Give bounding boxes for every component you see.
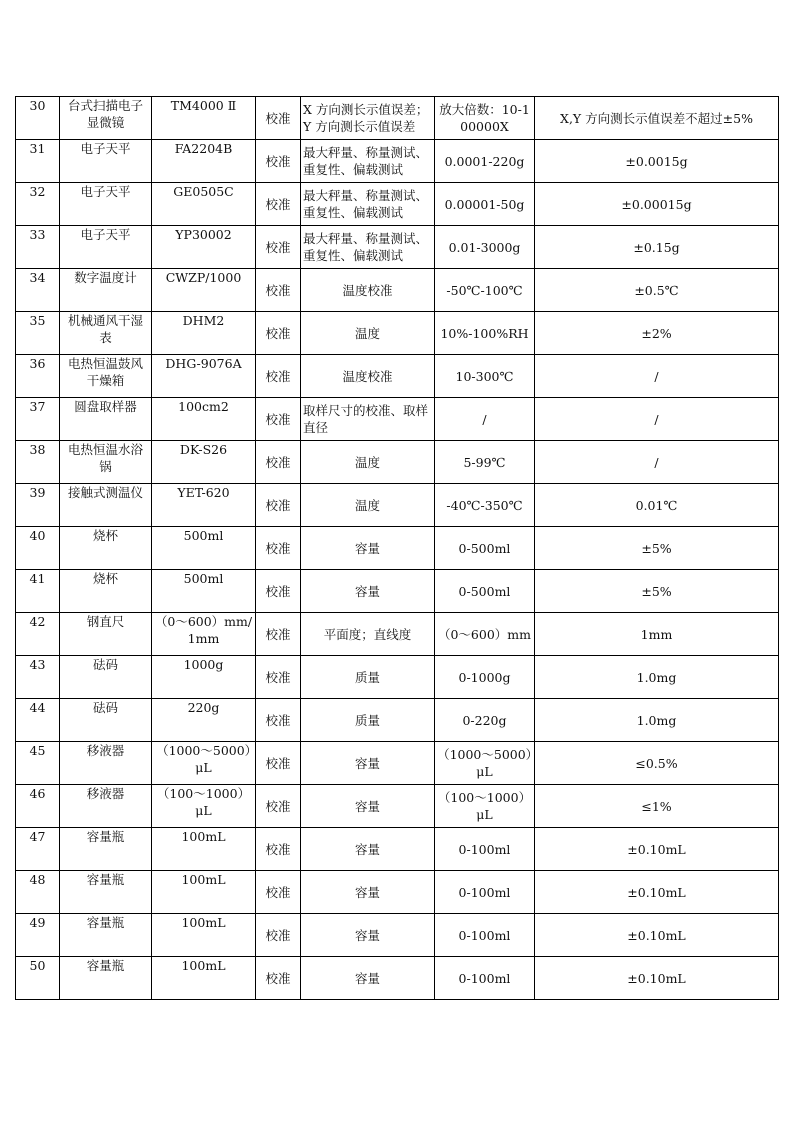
- calibration-parameter: 温度: [301, 484, 435, 527]
- equipment-model: 100mL: [152, 828, 256, 871]
- row-number: 34: [16, 269, 60, 312]
- measurement-range: 10%-100%RH: [435, 312, 535, 355]
- equipment-model: （0～600）mm/1mm: [152, 613, 256, 656]
- accuracy-spec: ±5%: [535, 527, 779, 570]
- calibration-type: 校准: [256, 269, 301, 312]
- equipment-name: 容量瓶: [60, 871, 152, 914]
- accuracy-spec: /: [535, 355, 779, 398]
- calibration-parameter: 取样尺寸的校准、取样直径: [301, 398, 435, 441]
- calibration-parameter: 容量: [301, 828, 435, 871]
- table-row: [16, 570, 779, 613]
- equipment-model: 1000g: [152, 656, 256, 699]
- row-number: 40: [16, 527, 60, 570]
- equipment-name: 台式扫描电子显微镜: [60, 97, 152, 140]
- calibration-type: 校准: [256, 656, 301, 699]
- accuracy-spec: ±2%: [535, 312, 779, 355]
- calibration-type: 校准: [256, 183, 301, 226]
- table-row: [16, 613, 779, 656]
- row-number: 35: [16, 312, 60, 355]
- table-row: [16, 484, 779, 527]
- equipment-name: 电热恒温水浴锅: [60, 441, 152, 484]
- calibration-parameter: 容量: [301, 914, 435, 957]
- equipment-model: DK-S26: [152, 441, 256, 484]
- calibration-type: 校准: [256, 398, 301, 441]
- measurement-range: 0-220g: [435, 699, 535, 742]
- calibration-parameter: 温度: [301, 441, 435, 484]
- measurement-range: /: [435, 398, 535, 441]
- accuracy-spec: ±0.10mL: [535, 914, 779, 957]
- calibration-type: 校准: [256, 527, 301, 570]
- accuracy-spec: /: [535, 398, 779, 441]
- measurement-range: 0-100ml: [435, 914, 535, 957]
- accuracy-spec: 1.0mg: [535, 699, 779, 742]
- row-number: 44: [16, 699, 60, 742]
- calibration-parameter: 最大秤量、称量测试、重复性、偏载测试: [301, 183, 435, 226]
- equipment-name: 移液器: [60, 785, 152, 828]
- calibration-type: 校准: [256, 140, 301, 183]
- row-number: 45: [16, 742, 60, 785]
- calibration-type: 校准: [256, 785, 301, 828]
- table-row: [16, 785, 779, 828]
- calibration-type: 校准: [256, 441, 301, 484]
- row-number: 36: [16, 355, 60, 398]
- accuracy-spec: ±0.0015g: [535, 140, 779, 183]
- equipment-model: 100mL: [152, 914, 256, 957]
- measurement-range: -50℃-100℃: [435, 269, 535, 312]
- calibration-parameter: 温度校准: [301, 269, 435, 312]
- calibration-type: 校准: [256, 570, 301, 613]
- equipment-model: DHM2: [152, 312, 256, 355]
- table-row: [16, 97, 779, 140]
- equipment-model: 220g: [152, 699, 256, 742]
- equipment-name: 数字温度计: [60, 269, 152, 312]
- calibration-type: 校准: [256, 226, 301, 269]
- calibration-parameter: 最大秤量、称量测试、重复性、偏载测试: [301, 226, 435, 269]
- equipment-name: 机械通风干湿表: [60, 312, 152, 355]
- measurement-range: （0～600）mm: [435, 613, 535, 656]
- calibration-parameter: 容量: [301, 527, 435, 570]
- accuracy-spec: ±0.00015g: [535, 183, 779, 226]
- measurement-range: 5-99℃: [435, 441, 535, 484]
- equipment-name: 接触式测温仪: [60, 484, 152, 527]
- calibration-type: 校准: [256, 613, 301, 656]
- calibration-parameter: 最大秤量、称量测试、重复性、偏载测试: [301, 140, 435, 183]
- accuracy-spec: ±0.10mL: [535, 871, 779, 914]
- table-row: [16, 269, 779, 312]
- equipment-model: 100mL: [152, 957, 256, 1000]
- table-row: [16, 914, 779, 957]
- measurement-range: 0-100ml: [435, 871, 535, 914]
- accuracy-spec: 1mm: [535, 613, 779, 656]
- calibration-parameter: 质量: [301, 656, 435, 699]
- table-row: [16, 312, 779, 355]
- equipment-name: 容量瓶: [60, 828, 152, 871]
- equipment-model: TM4000 Ⅱ: [152, 97, 256, 140]
- calibration-type: 校准: [256, 871, 301, 914]
- calibration-parameter: 容量: [301, 742, 435, 785]
- measurement-range: -40℃-350℃: [435, 484, 535, 527]
- equipment-table: [15, 96, 779, 1000]
- calibration-type: 校准: [256, 355, 301, 398]
- calibration-type: 校准: [256, 742, 301, 785]
- calibration-parameter: 容量: [301, 570, 435, 613]
- table-row: [16, 742, 779, 785]
- measurement-range: （100～1000）μL: [435, 785, 535, 828]
- equipment-name: 容量瓶: [60, 957, 152, 1000]
- accuracy-spec: ±5%: [535, 570, 779, 613]
- row-number: 30: [16, 97, 60, 140]
- row-number: 31: [16, 140, 60, 183]
- equipment-name: 电子天平: [60, 183, 152, 226]
- table-row: [16, 828, 779, 871]
- equipment-model: （1000～5000）μL: [152, 742, 256, 785]
- calibration-parameter: 平面度；直线度: [301, 613, 435, 656]
- accuracy-spec: ≤0.5%: [535, 742, 779, 785]
- measurement-range: 放大倍数：10-100000X: [435, 97, 535, 140]
- calibration-parameter: 容量: [301, 871, 435, 914]
- calibration-parameter: 容量: [301, 785, 435, 828]
- row-number: 49: [16, 914, 60, 957]
- calibration-type: 校准: [256, 312, 301, 355]
- calibration-type: 校准: [256, 828, 301, 871]
- row-number: 32: [16, 183, 60, 226]
- row-number: 33: [16, 226, 60, 269]
- row-number: 46: [16, 785, 60, 828]
- equipment-model: CWZP/1000: [152, 269, 256, 312]
- accuracy-spec: ±0.10mL: [535, 828, 779, 871]
- equipment-model: DHG-9076A: [152, 355, 256, 398]
- calibration-parameter: X 方向测长示值误差；Y 方向测长示值误差: [301, 97, 435, 140]
- row-number: 48: [16, 871, 60, 914]
- accuracy-spec: 1.0mg: [535, 656, 779, 699]
- measurement-range: 0-100ml: [435, 957, 535, 1000]
- row-number: 37: [16, 398, 60, 441]
- equipment-table-body: [16, 97, 779, 1000]
- table-row: [16, 355, 779, 398]
- equipment-model: 100mL: [152, 871, 256, 914]
- table-row: [16, 226, 779, 269]
- row-number: 50: [16, 957, 60, 1000]
- equipment-name: 电子天平: [60, 226, 152, 269]
- accuracy-spec: ≤1%: [535, 785, 779, 828]
- measurement-range: 0-100ml: [435, 828, 535, 871]
- accuracy-spec: /: [535, 441, 779, 484]
- table-row: [16, 183, 779, 226]
- calibration-type: 校准: [256, 484, 301, 527]
- row-number: 47: [16, 828, 60, 871]
- equipment-model: YET-620: [152, 484, 256, 527]
- table-row: [16, 699, 779, 742]
- accuracy-spec: ±0.5℃: [535, 269, 779, 312]
- equipment-name: 圆盘取样器: [60, 398, 152, 441]
- equipment-model: （100～1000）μL: [152, 785, 256, 828]
- calibration-type: 校准: [256, 97, 301, 140]
- row-number: 39: [16, 484, 60, 527]
- equipment-name: 电热恒温鼓风干燥箱: [60, 355, 152, 398]
- table-row: [16, 656, 779, 699]
- calibration-type: 校准: [256, 699, 301, 742]
- measurement-range: 0-500ml: [435, 570, 535, 613]
- measurement-range: 0-1000g: [435, 656, 535, 699]
- equipment-name: 电子天平: [60, 140, 152, 183]
- row-number: 38: [16, 441, 60, 484]
- equipment-name: 烧杯: [60, 527, 152, 570]
- equipment-name: 移液器: [60, 742, 152, 785]
- measurement-range: 0.0001-220g: [435, 140, 535, 183]
- calibration-type: 校准: [256, 914, 301, 957]
- table-row: [16, 441, 779, 484]
- calibration-type: 校准: [256, 957, 301, 1000]
- equipment-name: 容量瓶: [60, 914, 152, 957]
- measurement-range: 0-500ml: [435, 527, 535, 570]
- calibration-parameter: 容量: [301, 957, 435, 1000]
- row-number: 43: [16, 656, 60, 699]
- equipment-model: 500ml: [152, 570, 256, 613]
- calibration-parameter: 质量: [301, 699, 435, 742]
- equipment-name: 砝码: [60, 699, 152, 742]
- measurement-range: 10-300℃: [435, 355, 535, 398]
- equipment-model: YP30002: [152, 226, 256, 269]
- table-row: [16, 140, 779, 183]
- equipment-name: 钢直尺: [60, 613, 152, 656]
- table-row: [16, 871, 779, 914]
- accuracy-spec: 0.01℃: [535, 484, 779, 527]
- table-row: [16, 957, 779, 1000]
- measurement-range: 0.01-3000g: [435, 226, 535, 269]
- measurement-range: 0.00001-50g: [435, 183, 535, 226]
- row-number: 41: [16, 570, 60, 613]
- row-number: 42: [16, 613, 60, 656]
- calibration-parameter: 温度: [301, 312, 435, 355]
- equipment-model: FA2204B: [152, 140, 256, 183]
- table-row: [16, 398, 779, 441]
- accuracy-spec: ±0.15g: [535, 226, 779, 269]
- equipment-model: 500ml: [152, 527, 256, 570]
- table-row: [16, 527, 779, 570]
- equipment-model: 100cm2: [152, 398, 256, 441]
- calibration-parameter: 温度校准: [301, 355, 435, 398]
- measurement-range: （1000～5000）μL: [435, 742, 535, 785]
- accuracy-spec: X,Y 方向测长示值误差不超过±5%: [535, 97, 779, 140]
- equipment-name: 烧杯: [60, 570, 152, 613]
- equipment-model: GE0505C: [152, 183, 256, 226]
- equipment-name: 砝码: [60, 656, 152, 699]
- accuracy-spec: ±0.10mL: [535, 957, 779, 1000]
